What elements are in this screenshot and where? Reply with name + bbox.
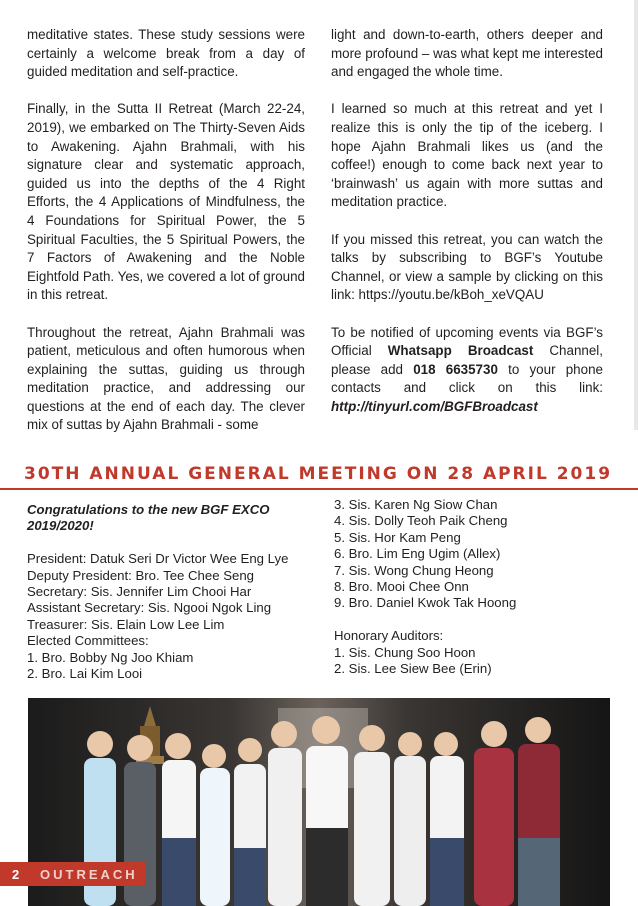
committee-item: 4. Sis. Dolly Teoh Paik Cheng [334,513,508,529]
footer-bar [0,862,145,886]
exco-assistant-secretary: Assistant Secretary: Sis. Ngooi Ngok Ling [27,600,272,616]
article-left-column [27,26,305,454]
article-right-column [331,26,603,435]
committee-item: 5. Sis. Hor Kam Peng [334,529,461,545]
page-edge-shadow [634,0,638,430]
committee-item: 1. Bro. Bobby Ng Joo Khiam [27,649,194,665]
article-paragraph: Finally, in the Sutta II Retreat (March 22-24, 2019), we embarked on The Thirty-Seven Aids to Awakening. Ajahn Brahmali, with his signature clear and systematic approach, guided us into the depths of the 4 Right Efforts, the 4 Applications of Mindfulness, the 4 Foundations for Spiritual Power, the 5 Spiritual Faculties, the 5 Spiritual Powers, the 7 Factors of Awakening and the Noble Eightfold Path. Yes, we covered a lot of ground in this retreat. [27,101,305,303]
article-paragraph: light and down-to-earth, others deeper and more profound – was what kept me interested and engaged the whole time. [331,27,603,80]
committee-item: 2. Bro. Lai Kim Looi [27,666,143,682]
article-paragraph: I learned so much at this retreat and yet I realize this is only the tip of the iceberg. I hope Ajahn Brahmali likes us (and the coffee!) enough to come back next year to ‘brainwash’ us again with more suttas and meditation practice. [331,101,603,210]
congrats-heading: Congratulations to the new BGF EXCO 2019/2020! [27,502,270,534]
committee-item: 6. Bro. Lim Eng Ugim (Allex) [334,546,501,562]
exco-list-right [334,497,624,677]
whatsapp-link[interactable]: http://tinyurl.com/BGFBroadcast [331,398,538,414]
committee-item: 8. Bro. Mooi Chee Onn [334,579,469,595]
exco-list-left [27,502,327,682]
auditor-item: 1. Sis. Chung Soo Hoon [334,644,476,660]
section-name: OUTREACH [40,866,138,882]
exco-secretary: Secretary: Sis. Jennifer Lim Chooi Har [27,584,252,600]
committees-label: Elected Committees: [27,633,149,649]
spacer [334,612,624,628]
exco-president: President: Datuk Seri Dr Victor Wee Eng Lye [27,551,289,567]
exco-deputy-president: Deputy President: Bro. Tee Chee Seng [27,567,255,583]
whatsapp-mid: Channel, please add [331,343,603,377]
article-paragraph: meditative states. These study sessions were certainly a welcome break from a day of guided meditation and self-practice. [27,27,305,80]
whatsapp-paragraph [331,324,603,417]
page-number: 2 [12,866,20,882]
spacer [27,535,327,551]
committee-item: 7. Sis. Wong Chung Heong [334,562,494,578]
whatsapp-intro: To be notified of upcoming events via BGF’s Official [331,324,603,359]
whatsapp-end: to your phone contacts and click on this link: [331,361,603,396]
committee-item: 3. Sis. Karen Ng Siow Chan [334,497,498,512]
exco-treasurer: Treasurer: Sis. Elain Low Lee Lim [27,616,225,632]
agm-heading: 30TH ANNUAL GENERAL MEETING ON 28 APRIL 2019 [24,464,613,484]
auditor-item: 2. Sis. Lee Siew Bee (Erin) [334,661,492,677]
auditors-label: Honorary Auditors: [334,628,444,644]
article-paragraph: If you missed this retreat, you can watch the talks by subscribing to BGF’s Youtube Channel, or view a sample by clicking on this link: https://youtu.be/kBoh_xeVQAU [331,231,603,303]
whatsapp-channel-name: Whatsapp Broadcast [387,343,534,359]
divider [0,488,638,490]
committee-item: 9. Bro. Daniel Kwok Tak Hoong [334,595,517,611]
article-paragraph: Throughout the retreat, Ajahn Brahmali was patient, meticulous and often humorous when explaining the suttas, guiding us through meditation practice, and addressing our questions at the end of each day. The clever mix of suttas by Ajahn Brahmali - some [27,324,305,433]
whatsapp-phone: 018 6635730 [413,361,498,377]
